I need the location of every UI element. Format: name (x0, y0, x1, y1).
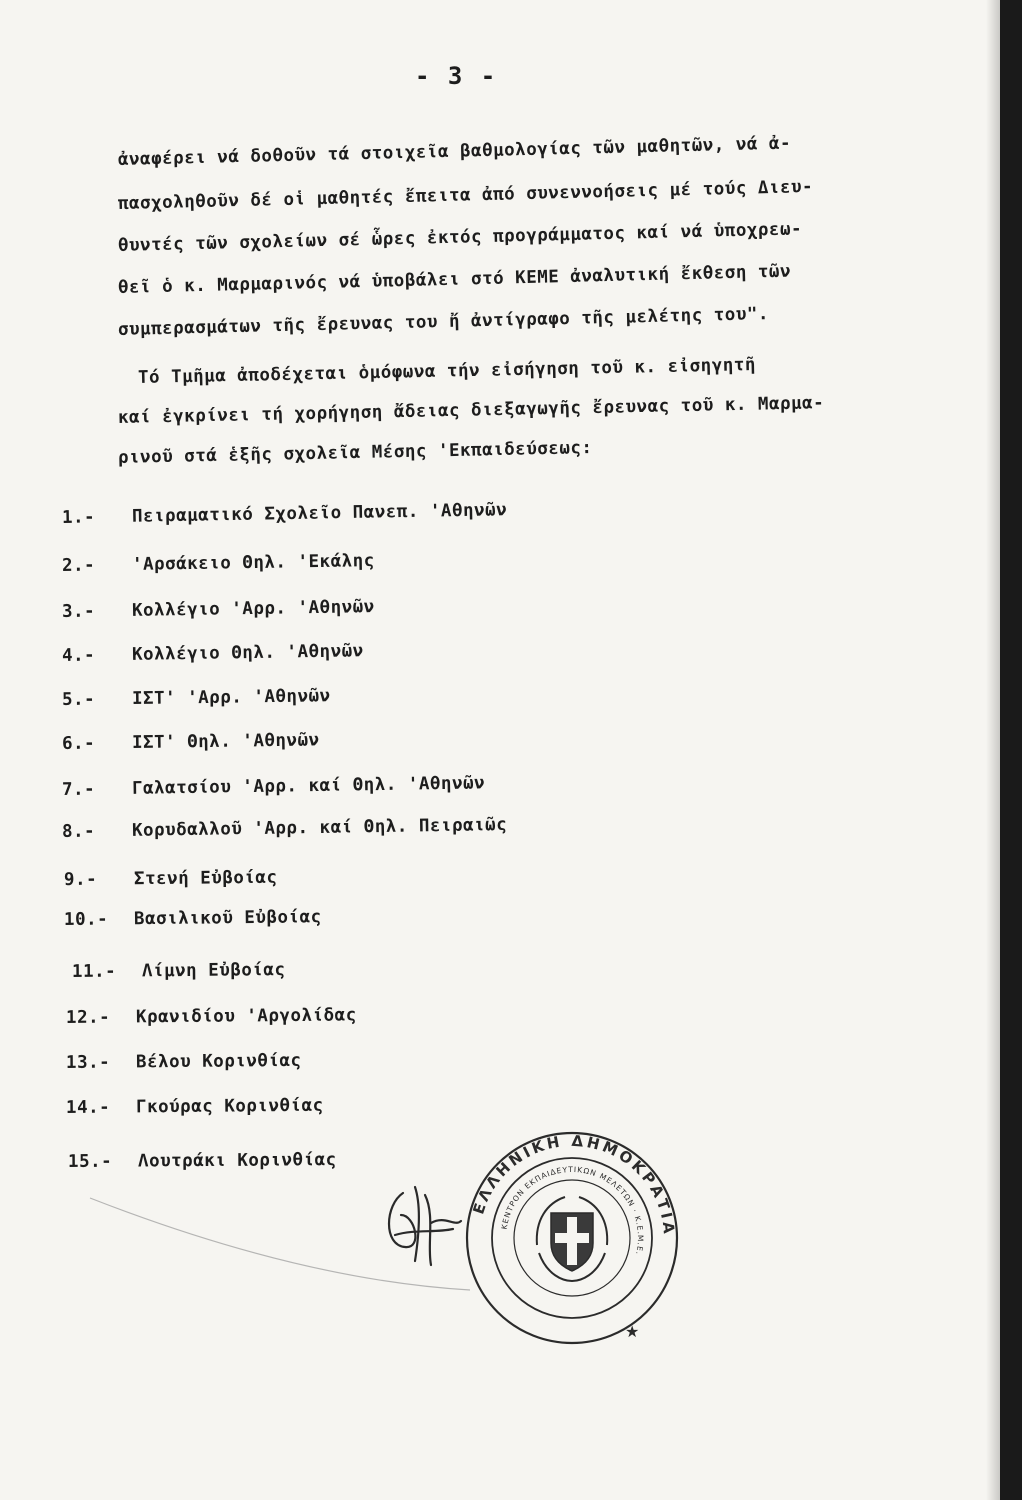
school-name: Λουτράκι Κορινθίας (137, 1150, 337, 1172)
seal-outer-text: ΕΛΛΗΝΙΚΗ ΔΗΜΟΚΡΑΤΙΑ (469, 1131, 679, 1238)
school-name: Λίμνη Εὐβοίας (141, 960, 286, 982)
school-name: Κρανιδίου 'Αργολίδας (135, 1005, 357, 1028)
school-name: Στενή Εὐβοίας (133, 867, 278, 890)
school-name: ΙΣΤ' 'Αρρ. 'Αθηνῶν (131, 686, 331, 710)
school-name: Γαλατσίου 'Αρρ. καί Θηλ. 'Αθηνῶν (131, 773, 486, 799)
school-name: Γκούρας Κορινθίας (135, 1095, 324, 1118)
school-name: Βασιλικοῦ Εὐβοίας (133, 907, 322, 930)
text-line: πασχοληθοῦν δέ οἱ μαθητές ἔπειτα ἀπό συνεννοήσεις μέ τούς Διευ- (117, 177, 814, 214)
star-icon: ★ (625, 1322, 640, 1341)
coat-of-arms-icon (537, 1197, 607, 1281)
text-line: Τό Τμῆμα ἀποδέχεται ὁμόφωνα τήν εἰσήγηση τοῦ κ. εἰσηγητῆ (137, 355, 757, 388)
school-name: Πειραματικό Σχολεῖο Πανεπ. 'Αθηνῶν (131, 500, 508, 527)
text-line: καί ἐγκρίνει τή χορήγηση ἄδειας διεξαγωγῆς ἔρευνας τοῦ κ. Μαρμα- (117, 393, 825, 428)
text-line: θεῖ ὁ κ. Μαρμαρινός νά ὑποβάλει στό ΚΕΜΕ ἀναλυτική ἔκθεση τῶν (117, 261, 792, 298)
page-edge-shadow (986, 0, 1000, 1500)
official-seal (455, 1125, 690, 1350)
school-name: Βέλου Κορινθίας (135, 1050, 302, 1073)
text-line: ρινοῦ στά ἑξῆς σχολεῖα Μέσης 'Εκπαιδεύσεως: (117, 438, 593, 468)
text-line: θυντές τῶν σχολείων σέ ὧρες ἐκτός προγράμματος καί νά ὑποχρεω- (117, 219, 803, 256)
text-line: ἀναφέρει νά δοθοῦν τά στοιχεῖα βαθμολογίας τῶν μαθητῶν, νά ἀ- (117, 133, 792, 170)
seal-inner-text: ΚΕΝΤΡΟΝ ΕΚΠΑΙΔΕΥΤΙΚΩΝ ΜΕΛΕΤΩΝ · Κ.Ε.Μ.Ε. (499, 1164, 646, 1257)
school-name: ΙΣΤ' Θηλ. 'Αθηνῶν (131, 730, 320, 754)
school-name: Κορυδαλλοῦ 'Αρρ. καί Θηλ. Πειραιῶς (131, 815, 508, 841)
text-line: συμπερασμάτων τῆς ἔρευνας του ἤ ἀντίγραφο τῆς μελέτης του". (117, 304, 770, 340)
school-name: Κολλέγιο Θηλ. 'Αθηνῶν (131, 641, 364, 665)
page-number: - 3 - (415, 62, 498, 90)
school-name: 'Αρσάκειο Θηλ. 'Εκάλης (131, 551, 375, 575)
school-name: Κολλέγιο 'Αρρ. 'Αθηνῶν (131, 597, 375, 621)
